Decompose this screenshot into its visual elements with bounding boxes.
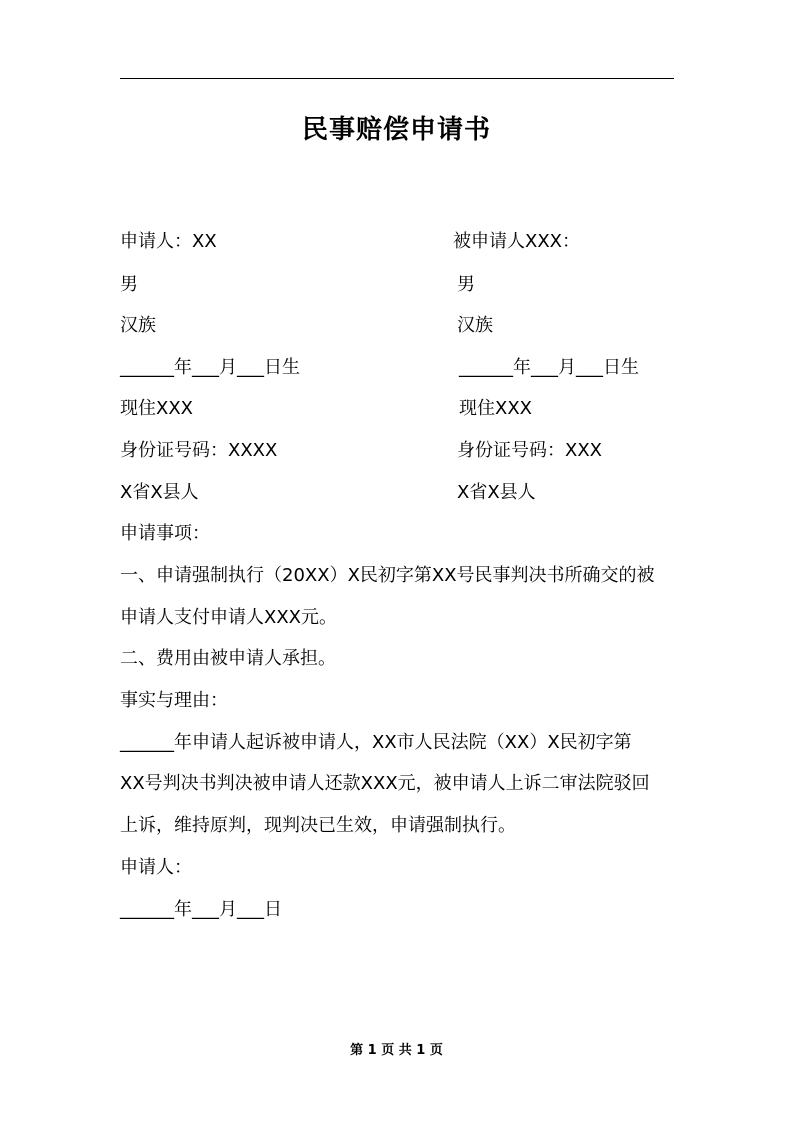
respondent-birth: ______年___月___日生 bbox=[459, 357, 639, 378]
header-rule bbox=[120, 78, 674, 79]
applicant-id-number: 身份证号码：XXXX bbox=[120, 440, 278, 461]
facts-line-2: XX号判决书判决被申请人还款XXX元，被申请人上诉二审法院驳回 bbox=[120, 773, 650, 794]
respondent-address: 现住XXX bbox=[459, 398, 532, 419]
page-number: 第 1 页 共 1 页 bbox=[350, 1043, 443, 1058]
respondent-gender: 男 bbox=[457, 274, 475, 295]
applicant-birth: ______年___月___日生 bbox=[120, 357, 300, 378]
applicant-origin: X省X县人 bbox=[120, 482, 199, 503]
applicant-ethnicity: 汉族 bbox=[120, 315, 156, 336]
facts-line-3: 上诉，维持原判，现判决已生效，申请强制执行。 bbox=[120, 815, 516, 836]
facts-line-1: ______年申请人起诉被申请人，XX市人民法院（XX）X民初字第 bbox=[120, 732, 632, 753]
applicant-address: 现住XXX bbox=[120, 398, 193, 419]
document-title: 民事赔偿申请书 bbox=[301, 115, 491, 145]
request-item-1-line-2: 申请人支付申请人XXX元。 bbox=[120, 607, 337, 628]
request-item-1-line-1: 一、申请强制执行（20XX）X民初字第XX号民事判决书所确交的被 bbox=[120, 565, 655, 586]
respondent-name: 被申请人XXX： bbox=[453, 231, 580, 252]
respondent-origin: X省X县人 bbox=[457, 482, 536, 503]
applicant-gender: 男 bbox=[120, 274, 138, 295]
request-item-2: 二、费用由被申请人承担。 bbox=[120, 648, 336, 669]
signature-label: 申请人： bbox=[120, 857, 192, 878]
respondent-id-number: 身份证号码：XXX bbox=[457, 440, 602, 461]
respondent-ethnicity: 汉族 bbox=[457, 315, 493, 336]
request-heading: 申请事项： bbox=[120, 523, 210, 544]
signature-date: ______年___月___日 bbox=[120, 899, 282, 920]
applicant-name: 申请人：XX bbox=[120, 231, 217, 252]
facts-heading: 事实与理由： bbox=[120, 690, 228, 711]
